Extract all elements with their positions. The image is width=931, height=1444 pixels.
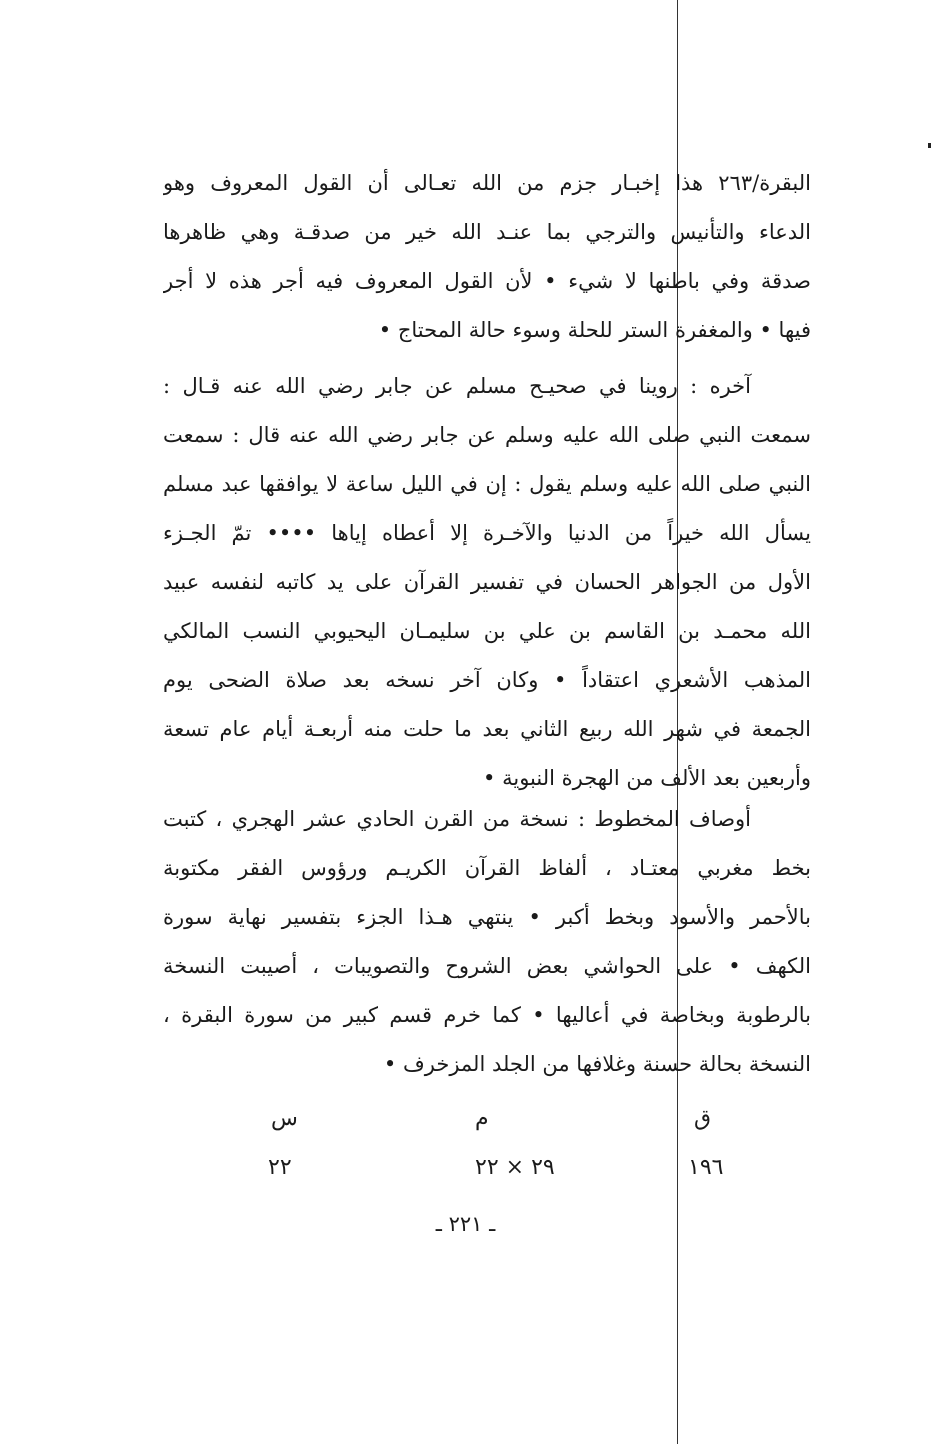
header-dimensions: م xyxy=(475,1106,489,1131)
text-line: وأربعين بعد الألف من الهجرة النبوية • xyxy=(483,766,811,790)
manuscript-specs-headers xyxy=(163,1106,811,1146)
value-folios: ١٩٦ xyxy=(688,1155,724,1180)
value-dimensions: ٢٩ × ٢٢ xyxy=(475,1155,555,1180)
text-line: الجمعة في شهر الله ربيع الثاني بعد ما حلت منه أربعـة أيام عام تسعة xyxy=(163,717,811,741)
paragraph-baqara-note xyxy=(163,159,811,355)
text-line: آخره : روينا في صحيـح مسلم عن جابر رضي الله عنه قـال : xyxy=(163,374,751,398)
text-line: الله محمـد بن القاسم بن علي بن سليمـان اليحيوبي النسب المالكي xyxy=(163,619,811,643)
paragraph-manuscript-description xyxy=(163,795,811,1089)
text-line: فيها • والمغفرة الستر للحلة وسوء حالة المحتاج • xyxy=(378,318,811,342)
text-line: بخط مغربي معتـاد ، ألفاظ القرآن الكريـم ورؤوس الفقر مكتوبة xyxy=(163,856,811,880)
text-line: سمعت النبي صلى الله عليه وسلم عن جابر رضي الله عنه قال : سمعت xyxy=(163,423,811,447)
text-line: صدقة وفي باطنها لا شيء • لأن القول المعروف فيه أجر هذه لا أجر xyxy=(163,269,811,293)
page-number: ـ ٢٢١ ـ xyxy=(435,1212,496,1236)
text-line: النبي صلى الله عليه وسلم يقول : إن في الليل ساعة لا يوافقها عبد مسلم xyxy=(163,472,811,496)
text-line: النسخة بحالة حسنة وغلافها من الجلد المزخرف • xyxy=(383,1052,811,1076)
value-lines: ٢٢ xyxy=(268,1155,292,1180)
text-line: الكهف • على الحواشي بعض الشروح والتصويبات ، أصيبت النسخة xyxy=(163,954,811,978)
header-lines: س xyxy=(271,1106,298,1131)
text-line: الأول من الجواهر الحسان في تفسير القرآن على يد كاتبه لنفسه عبيد xyxy=(163,570,811,594)
text-line: بالأحمر والأسود وبخط أكبر • ينتهي هـذا الجزء بتفسير نهاية سورة xyxy=(163,905,811,929)
text-line: يسأل الله خيراً من الدنيا والآخـرة إلا أعطاه إياها •••• تمّ الجـزء xyxy=(163,521,811,545)
text-line: أوصاف المخطوط : نسخة من القرن الحادي عشر الهجري ، كتبت xyxy=(163,807,751,831)
paragraph-colophon xyxy=(163,362,811,803)
manuscript-specs-values xyxy=(163,1155,811,1195)
text-line: بالرطوبة وبخاصة في أعاليها • كما خرم قسم كبير من سورة البقرة ، xyxy=(163,1003,811,1027)
text-line: الدعاء والتأنيس والترجي بما عنـد الله خير من صدقـة وهي ظاهرها xyxy=(163,220,811,244)
text-line: المذهب الأشعري اعتقاداً • وكان آخر نسخه بعد صلاة الضحى يوم xyxy=(163,668,811,692)
header-folios: ق xyxy=(694,1106,712,1131)
text-line: البقرة/٢٦٣ هذا إخبـار جزم من الله تعـالى أن القول المعروف وهو xyxy=(163,171,811,195)
